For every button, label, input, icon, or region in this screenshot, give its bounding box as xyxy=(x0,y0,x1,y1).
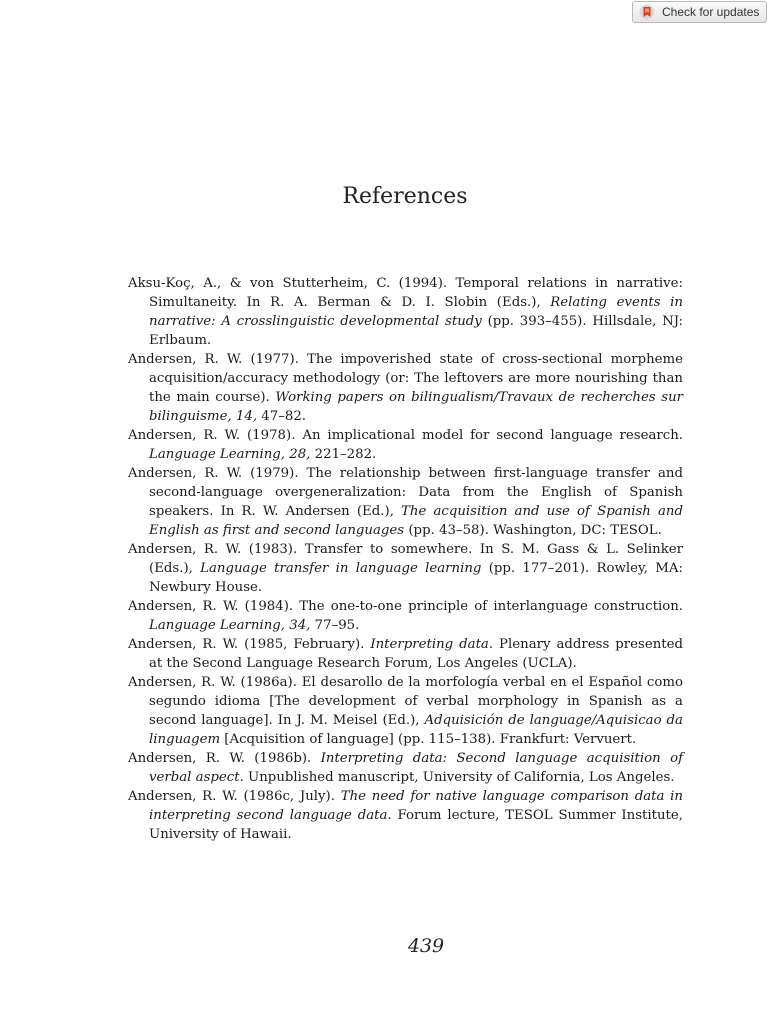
check-for-updates-label: Check for updates xyxy=(662,5,760,19)
page-title: References xyxy=(342,184,468,209)
check-for-updates-button[interactable] xyxy=(632,1,767,23)
reference-text: Andersen, R. W. (1978). An implicational model for second language research. xyxy=(128,428,683,443)
reference-title-italic: Language Learning, 28, xyxy=(149,447,311,462)
reference-title-italic: Language Learning, 34, xyxy=(149,618,311,633)
reference-text: (pp. 177–201). Rowley, MA: Newbury House. xyxy=(149,561,683,595)
reference-text: Plenary address presented at the Second Language Research Forum, Los Angeles (UCLA). xyxy=(149,637,683,671)
reference-title-italic: The need for native language comparison data in interpreting second language data. xyxy=(149,789,683,823)
reference-text: Andersen, R. W. (1979). The relationship between first-language transfer and second-language overgeneralization: Data from the English of Spanish speakers. In R. W. Andersen (Ed.), xyxy=(128,466,683,519)
reference-text: Andersen, R. W. (1986c, July). xyxy=(128,789,341,804)
reference-text: (pp. 43–58). Washington, DC: TESOL. xyxy=(404,523,662,538)
reference-text: Andersen, R. W. (1985, February). xyxy=(128,637,371,652)
reference-title-italic: Working papers on bilingualism/Travaux de recherches sur bilinguisme, 14, xyxy=(149,390,683,424)
reference-list xyxy=(128,274,683,844)
reference-entry xyxy=(128,426,683,464)
reference-entry xyxy=(128,464,683,540)
reference-title-italic: Language transfer in language learning xyxy=(200,561,482,576)
reference-entry xyxy=(128,597,683,635)
reference-title-italic: Adquisición de language/Aquisicao da linguagem xyxy=(149,713,683,747)
reference-text: Andersen, R. W. (1986a). El desarollo de la morfología verbal en el Español como segundo idioma [The development of verbal morphology in Spanish as a second language]. In J. M. Meisel (Ed.), xyxy=(128,675,683,728)
reference-text: Forum lecture, TESOL Summer Institute, University of Hawaii. xyxy=(149,808,683,842)
reference-text: Andersen, R. W. (1984). The one-to-one principle of interlanguage construction. xyxy=(128,599,683,614)
reference-text: Unpublished manuscript, University of California, Los Angeles. xyxy=(243,770,675,785)
reference-text: Andersen, R. W. (1983). Transfer to somewhere. In S. M. Gass & L. Selinker (Eds.), xyxy=(128,542,683,576)
reference-text: Andersen, R. W. (1986b). xyxy=(128,751,321,766)
reference-text: [Acquisition of language] (pp. 115–138). Frankfurt: Vervuert. xyxy=(220,732,637,747)
reference-entry xyxy=(128,787,683,844)
reference-text: Andersen, R. W. (1977). The impoverished state of cross-sectional morpheme acquisition/accuracy methodology (or: The leftovers are more nourishing than the main course). xyxy=(128,352,683,405)
reference-text: 77–95. xyxy=(310,618,360,633)
bookmark-update-icon xyxy=(639,4,655,20)
reference-entry xyxy=(128,635,683,673)
page-number: 439 xyxy=(407,935,445,957)
reference-text: 47–82. xyxy=(257,409,307,424)
reference-text: (pp. 393–455). Hillsdale, NJ: Erlbaum. xyxy=(149,314,683,348)
reference-entry xyxy=(128,274,683,350)
reference-entry xyxy=(128,673,683,749)
reference-entry xyxy=(128,350,683,426)
reference-entry xyxy=(128,540,683,597)
reference-title-italic: Interpreting data. xyxy=(370,637,494,652)
reference-text: 221–282. xyxy=(310,447,377,462)
reference-title-italic: Interpreting data: Second language acquisition of verbal aspect. xyxy=(149,751,683,785)
reference-text: Aksu-Koç, A., & von Stutterheim, C. (1994). Temporal relations in narrative: Simultaneity. In R. A. Berman & D. I. Slobin (Eds.), xyxy=(128,276,683,310)
reference-title-italic: The acquisition and use of Spanish and English as first and second languages xyxy=(149,504,683,538)
reference-title-italic: Relating events in narrative: A crosslinguistic developmental study xyxy=(149,295,683,329)
reference-entry xyxy=(128,749,683,787)
